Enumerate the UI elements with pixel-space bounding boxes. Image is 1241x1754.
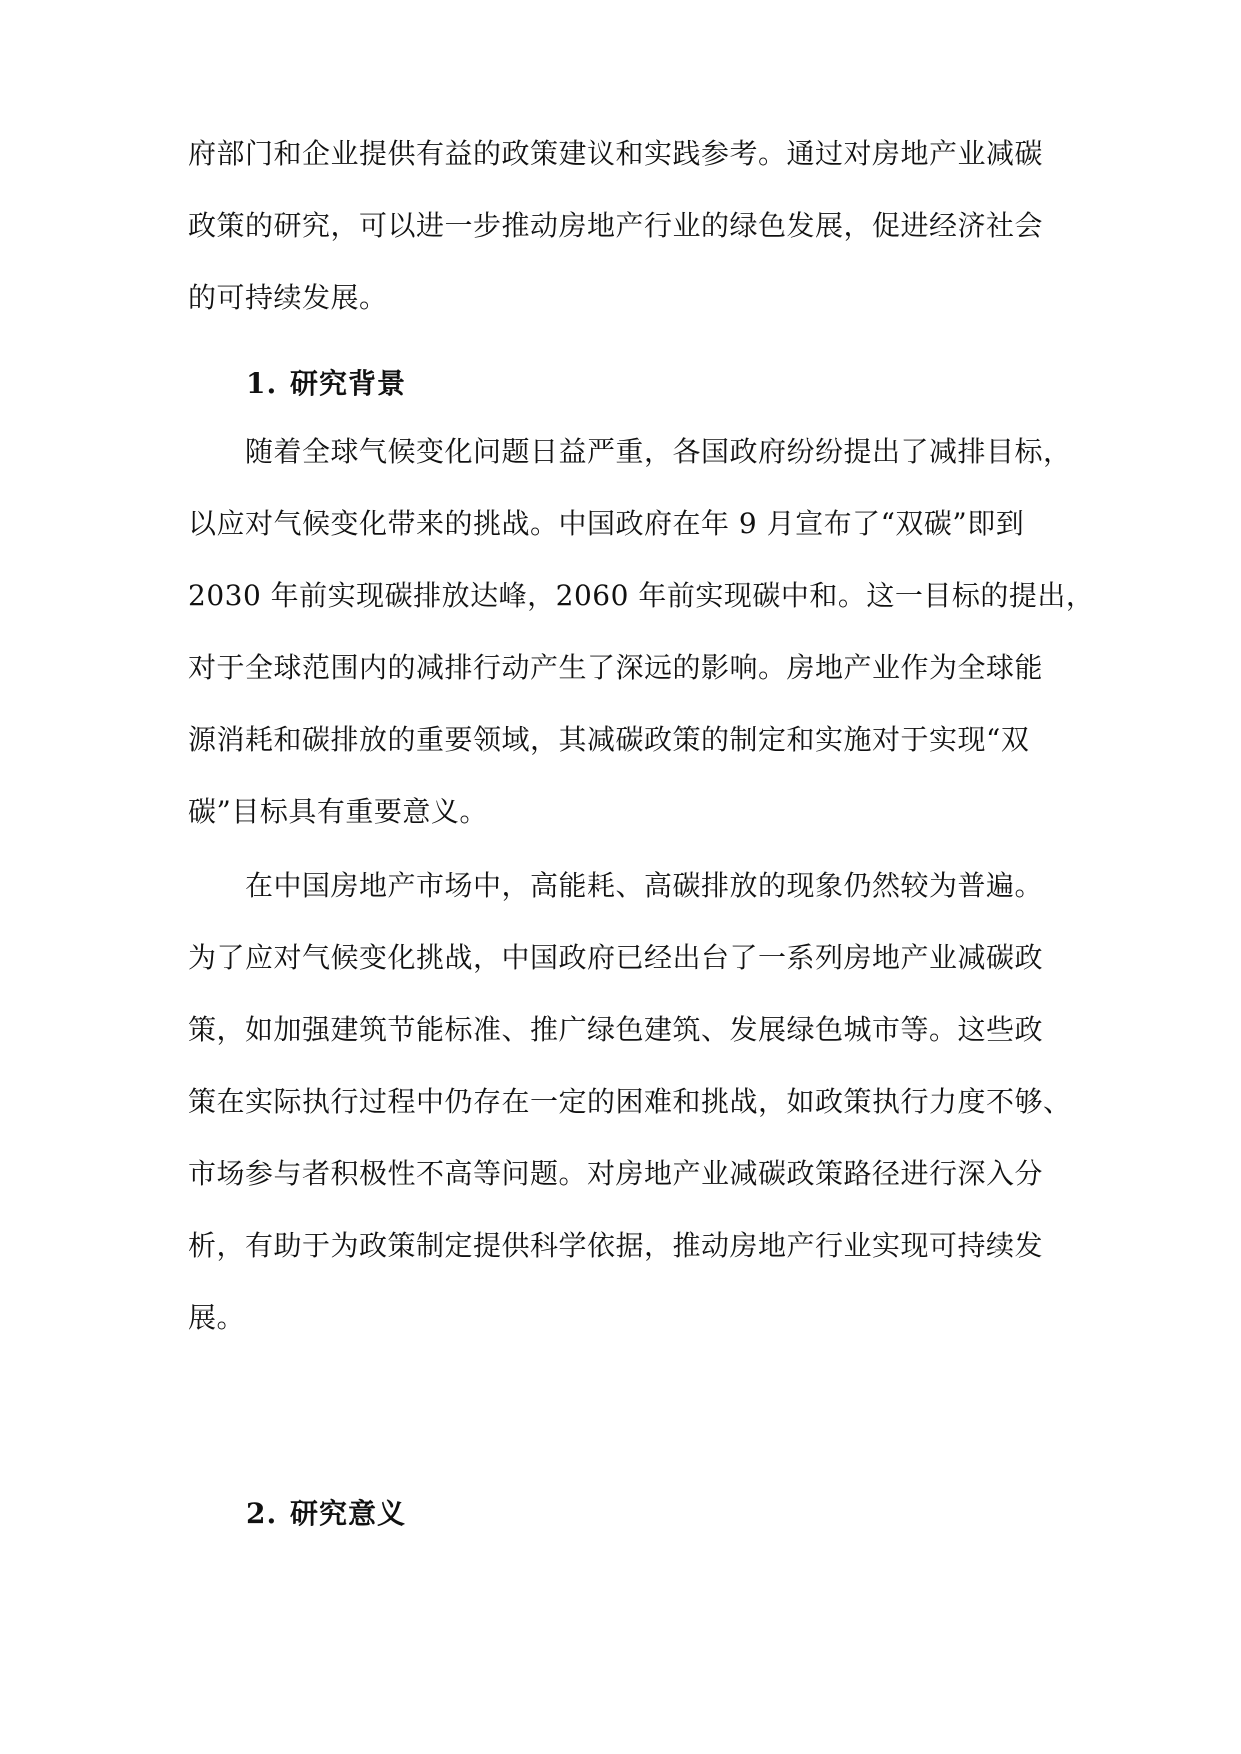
section-title: 研究背景 — [290, 367, 407, 400]
paragraph-line: 以应对气候变化带来的挑战。中国政府在年 9 月宣布了“双碳”即到 — [188, 507, 1025, 540]
section-title: 研究意义 — [290, 1497, 407, 1530]
paragraph-line: 的可持续发展。 — [188, 281, 388, 314]
paragraph-line: 展。 — [188, 1301, 246, 1334]
section-number: 2. — [246, 1497, 278, 1530]
section-heading-2 — [246, 1494, 406, 1534]
paragraph-line: 府部门和企业提供有益的政策建议和实践参考。通过对房地产业减碳 — [188, 137, 1044, 170]
section-heading-1 — [246, 364, 406, 404]
background-paragraph-1 — [188, 416, 1095, 848]
paragraph-line: 析，有助于为政策制定提供科学依据，推动房地产行业实现可持续发 — [188, 1229, 1044, 1262]
paragraph-line: 对于全球范围内的减排行动产生了深远的影响。房地产业作为全球能 — [188, 651, 1044, 684]
paragraph-line: 为了应对气候变化挑战，中国政府已经出台了一系列房地产业减碳政 — [188, 941, 1044, 974]
paragraph-line: 策，如加强建筑节能标准、推广绿色建筑、发展绿色城市等。这些政 — [188, 1013, 1044, 1046]
section-number: 1. — [246, 367, 278, 400]
paragraph-line: 政策的研究，可以进一步推动房地产行业的绿色发展，促进经济社会 — [188, 209, 1044, 242]
intro-paragraph — [188, 118, 1070, 334]
background-paragraph-2 — [188, 850, 1070, 1354]
paragraph-line: 随着全球气候变化问题日益严重，各国政府纷纷提出了减排目标， — [188, 435, 1072, 468]
paragraph-line: 市场参与者积极性不高等问题。对房地产业减碳政策路径进行深入分 — [188, 1157, 1044, 1190]
paragraph-line: 碳”目标具有重要意义。 — [188, 795, 488, 828]
paragraph-line: 在中国房地产市场中，高能耗、高碳排放的现象仍然较为普遍。 — [188, 869, 1044, 902]
paragraph-line: 源消耗和碳排放的重要领域，其减碳政策的制定和实施对于实现“双 — [188, 723, 1030, 756]
paragraph-line: 2030 年前实现碳排放达峰，2060 年前实现碳中和。这一目标的提出， — [188, 579, 1095, 612]
paragraph-line: 策在实际执行过程中仍存在一定的困难和挑战，如政策执行力度不够、 — [188, 1085, 1072, 1118]
